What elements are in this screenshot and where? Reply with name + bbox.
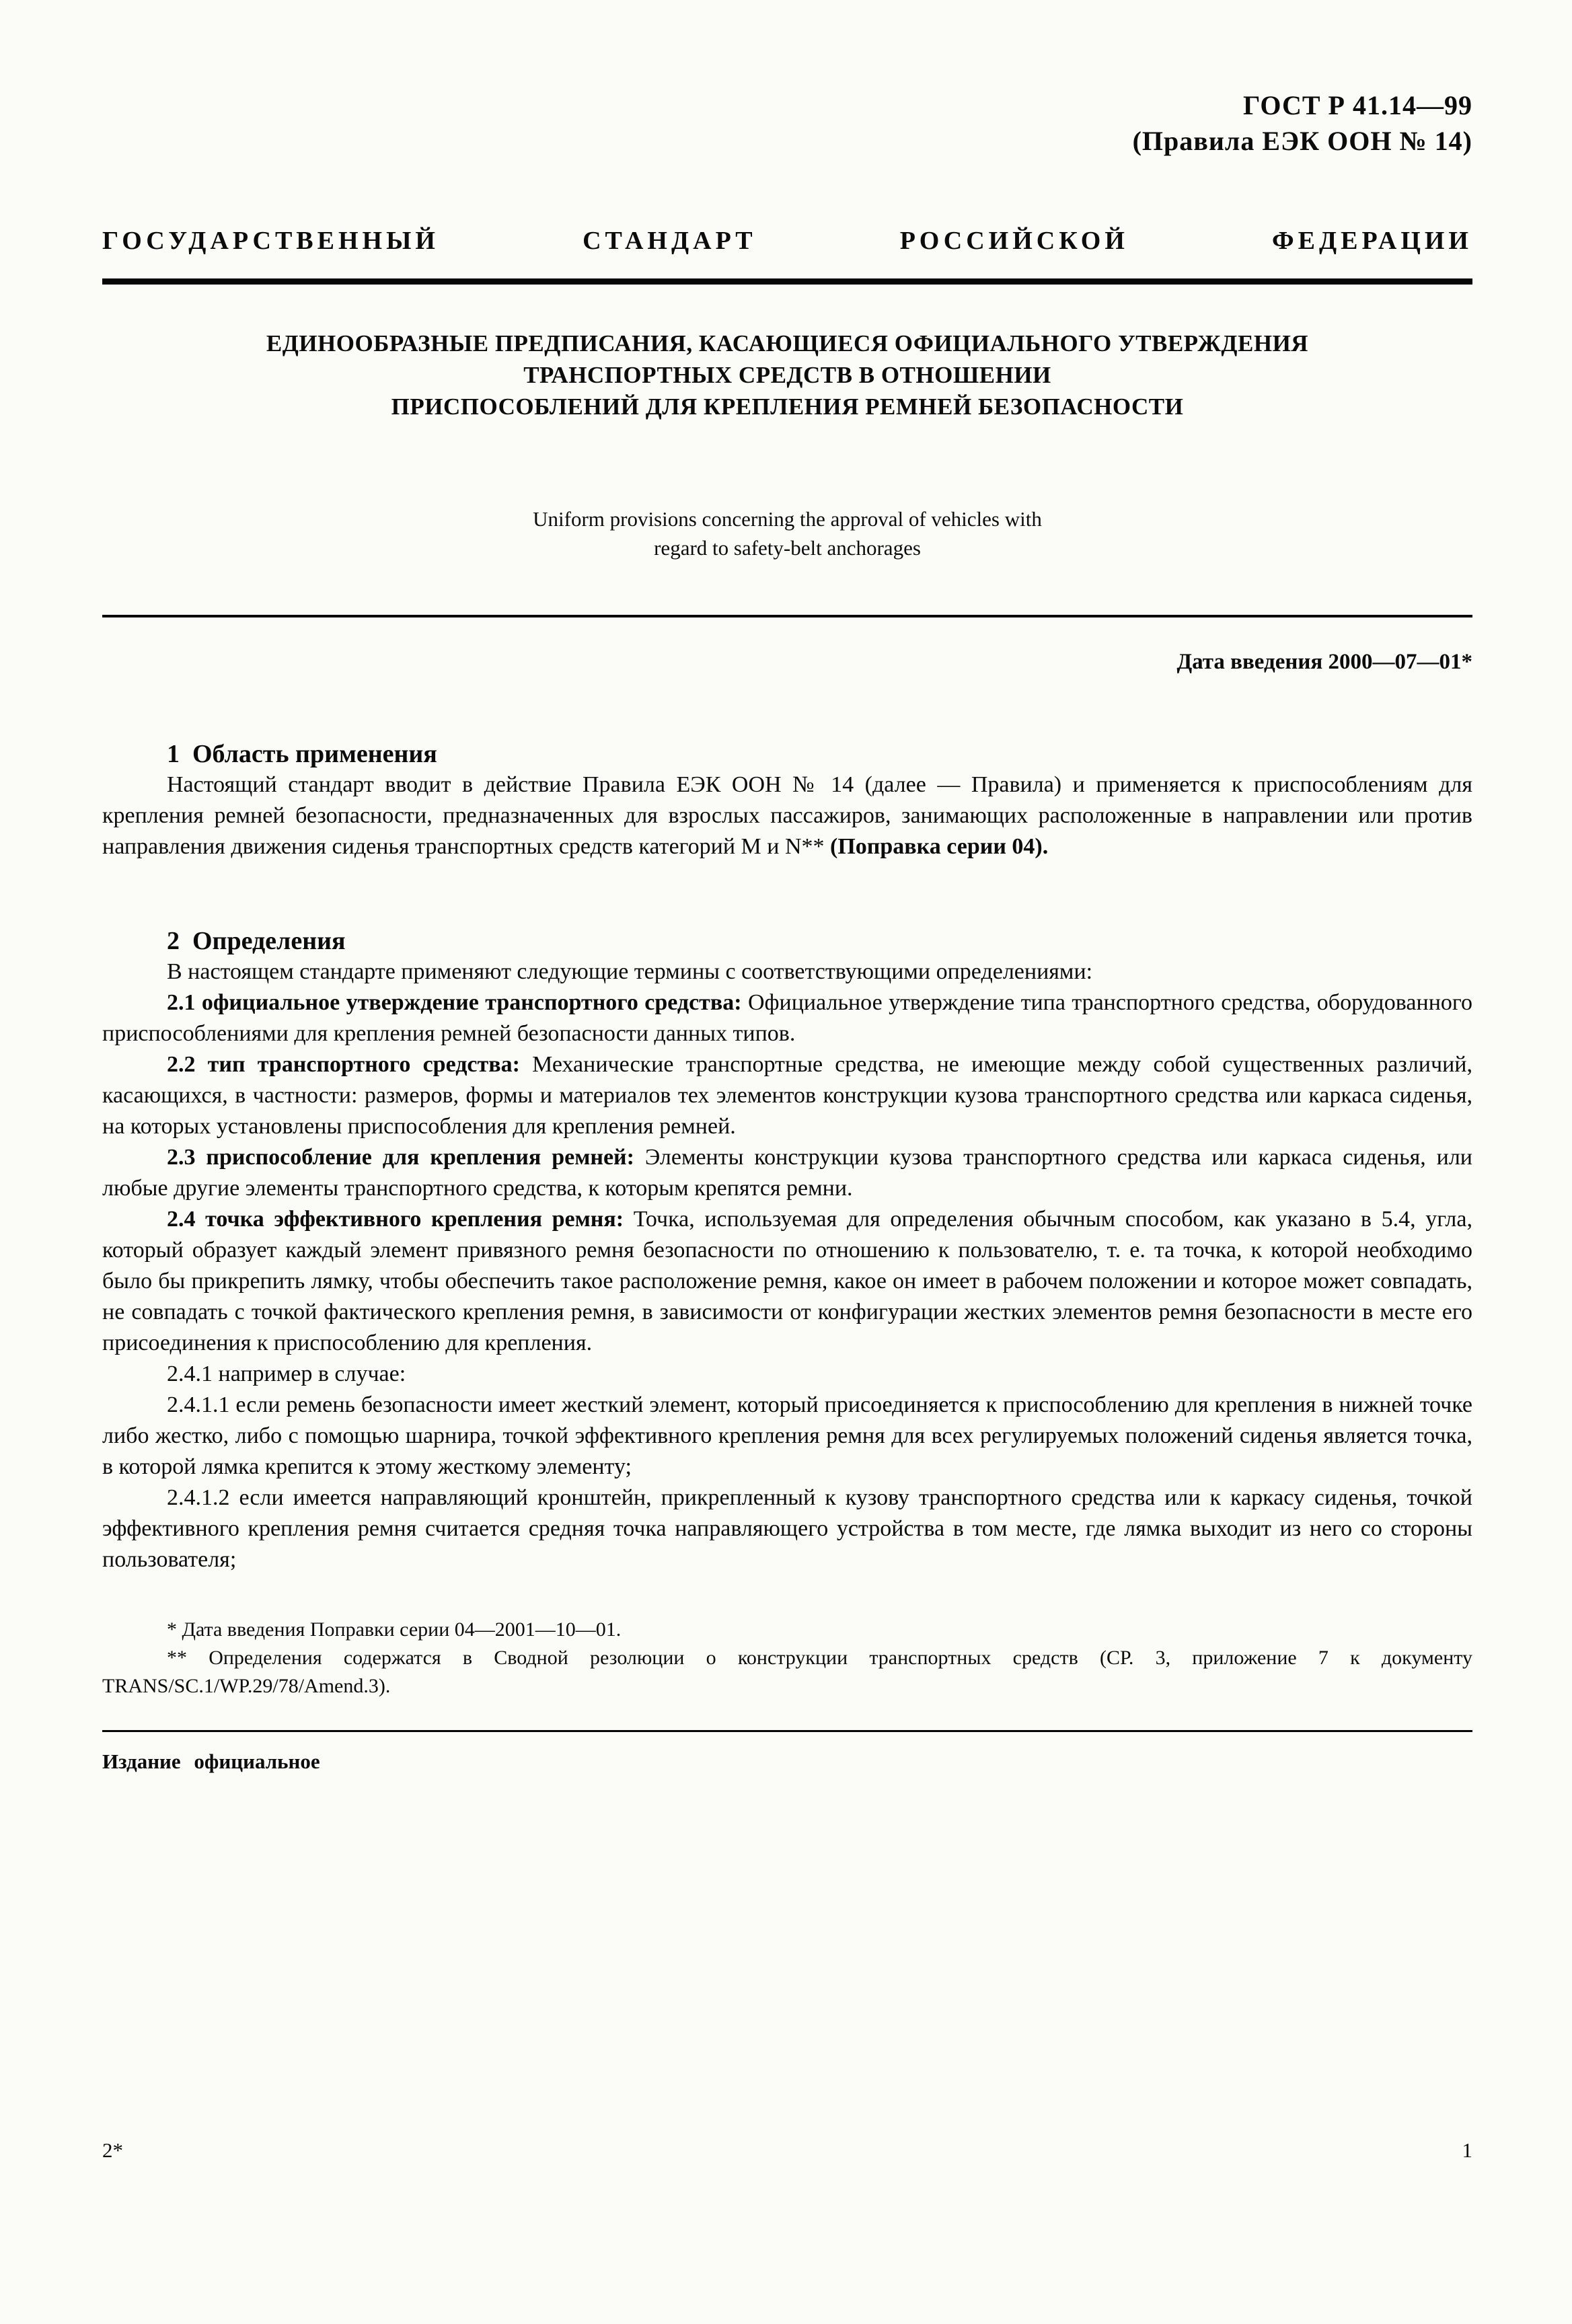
- paragraph-bold-text: (Поправка серии 04).: [830, 834, 1049, 859]
- footnotes-block: [102, 1616, 1472, 1700]
- section-2-heading: 2 Определения: [167, 927, 346, 955]
- page-footer: [102, 2138, 1472, 2163]
- definition-text: Механические транспортные средства, не имеющие между собой существенных различий, касающихся, в частности: размеров, формы и материалов тех элементов конструкции кузова транспортного средства или каркаса сиденья, на которых установлены приспособления для крепления ремней.: [102, 1052, 1472, 1139]
- doc-code-block: [102, 87, 1472, 159]
- print-sheet-mark: 2*: [102, 2138, 123, 2162]
- state-standard-word: СТАНДАРТ: [583, 227, 757, 255]
- state-standard-word: ФЕДЕРАЦИИ: [1272, 227, 1472, 255]
- page-number: 1: [1462, 2138, 1472, 2162]
- definition-2-3: [102, 1142, 1472, 1204]
- divider-footer-rule: [102, 1730, 1472, 1732]
- document-title-en: [102, 504, 1472, 562]
- divider-thick-rule: [102, 278, 1472, 285]
- definition-term: 2.1 официальное утверждение транспортного средства:: [167, 990, 748, 1015]
- section-1-paragraph: [102, 770, 1472, 862]
- doc-rules-reference: (Правила ЕЭК ООН № 14): [1132, 126, 1472, 156]
- definition-text: Точка, используемая для определения обычным способом, как указано в 5.4, угла, который образует каждый элемент привязного ремня безопасности по отношению к пользователю, т. е. та точка, к которой необходимо было бы прикрепить лямку, чтобы обеспечить такое расположение ремня, какое он имеет в рабочем положении и которое может совпадать, не совпадать с точкой фактического крепления ремня, в зависимости от конфигурации жестких элементов ремня безопасности в месте его присоединения к приспособлению для крепления.: [102, 1207, 1472, 1355]
- definition-2-2: [102, 1049, 1472, 1142]
- definition-term: 2.2 тип транспортного средства:: [167, 1052, 533, 1077]
- section-1-heading: 1 Область применения: [167, 740, 437, 768]
- footnote-2: ** Определения содержатся в Сводной резолюции о конструкции транспортных средств (СР. 3, приложение 7 к документу TRANS/SC.1/WP.29/78/Amend.3).: [102, 1647, 1472, 1697]
- clause-text: 2.4.1 например в случае:: [167, 1361, 406, 1386]
- subtitle-line: Uniform provisions concerning the approval of vehicles with: [533, 507, 1042, 531]
- title-line: ТРАНСПОРТНЫХ СРЕДСТВ В ОТНОШЕНИИ: [523, 362, 1051, 388]
- footnote-1: * Дата введения Поправки серии 04—2001—10—01.: [167, 1618, 622, 1641]
- state-standard-word: РОССИЙСКОЙ: [899, 227, 1129, 255]
- title-line: ПРИСПОСОБЛЕНИЙ ДЛЯ КРЕПЛЕНИЯ РЕМНЕЙ БЕЗОПАСНОСТИ: [391, 393, 1184, 420]
- paragraph-text: Настоящий стандарт вводит в действие Правила ЕЭК ООН № 14 (далее — Правила) и применяется к приспособлениям для крепления ремней безопасности, предназначенных для взрослых пассажиров, занимающих расположенные в направлении или против направления движения сиденья транспортных средств категорий М и N**: [102, 772, 1472, 859]
- clause-2-4-1-1: [102, 1390, 1472, 1483]
- document-title-ru: [102, 328, 1472, 422]
- section-2-intro: В настоящем стандарте применяют следующие термины с соответствующими определениями:: [167, 959, 1093, 984]
- divider-thin-rule: [102, 615, 1472, 617]
- definition-2-1: [102, 987, 1472, 1049]
- state-standard-heading: [102, 226, 1472, 256]
- definition-2-4: [102, 1204, 1472, 1359]
- clause-text: 2.4.1.2 если имеется направляющий кронштейн, прикрепленный к кузову транспортного средства или к каркасу сиденья, точкой эффективного крепления ремня считается средняя точка направляющего устройства в том месте, где лямка выходит из него со стороны пользователя;: [102, 1485, 1472, 1572]
- definition-term: 2.4 точка эффективного крепления ремня:: [167, 1207, 634, 1232]
- clause-2-4-1-2: [102, 1483, 1472, 1575]
- subtitle-line: regard to safety-belt anchorages: [654, 536, 921, 560]
- clause-text: 2.4.1.1 если ремень безопасности имеет жесткий элемент, который присоединяется к приспособлению для крепления в нижней точке либо жестко, либо с помощью шарнира, точкой эффективного крепления ремня для всех регулируемых положений сиденья является точка, в которой лямка крепится к этому жесткому элементу;: [102, 1392, 1472, 1479]
- edition-label: Издание официальное: [102, 1750, 320, 1773]
- clause-2-4-1: [102, 1359, 1472, 1390]
- title-line: ЕДИНООБРАЗНЫЕ ПРЕДПИСАНИЯ, КАСАЮЩИЕСЯ ОФИЦИАЛЬНОГО УТВЕРЖДЕНИЯ: [266, 330, 1309, 357]
- state-standard-word: ГОСУДАРСТВЕННЫЙ: [102, 227, 439, 255]
- definition-text: Официальное утверждение типа транспортного средства, оборудованного приспособлениями для крепления ремней безопасности данных типов.: [102, 990, 1472, 1046]
- definition-text: Элементы конструкции кузова транспортного средства или каркаса сиденья, или любые другие элементы транспортного средства, к которым крепятся ремни.: [102, 1145, 1473, 1201]
- doc-number: ГОСТ Р 41.14—99: [1242, 90, 1472, 120]
- effective-date: Дата введения 2000—07—01*: [1176, 650, 1472, 674]
- definition-term: 2.3 приспособление для крепления ремней:: [167, 1145, 645, 1170]
